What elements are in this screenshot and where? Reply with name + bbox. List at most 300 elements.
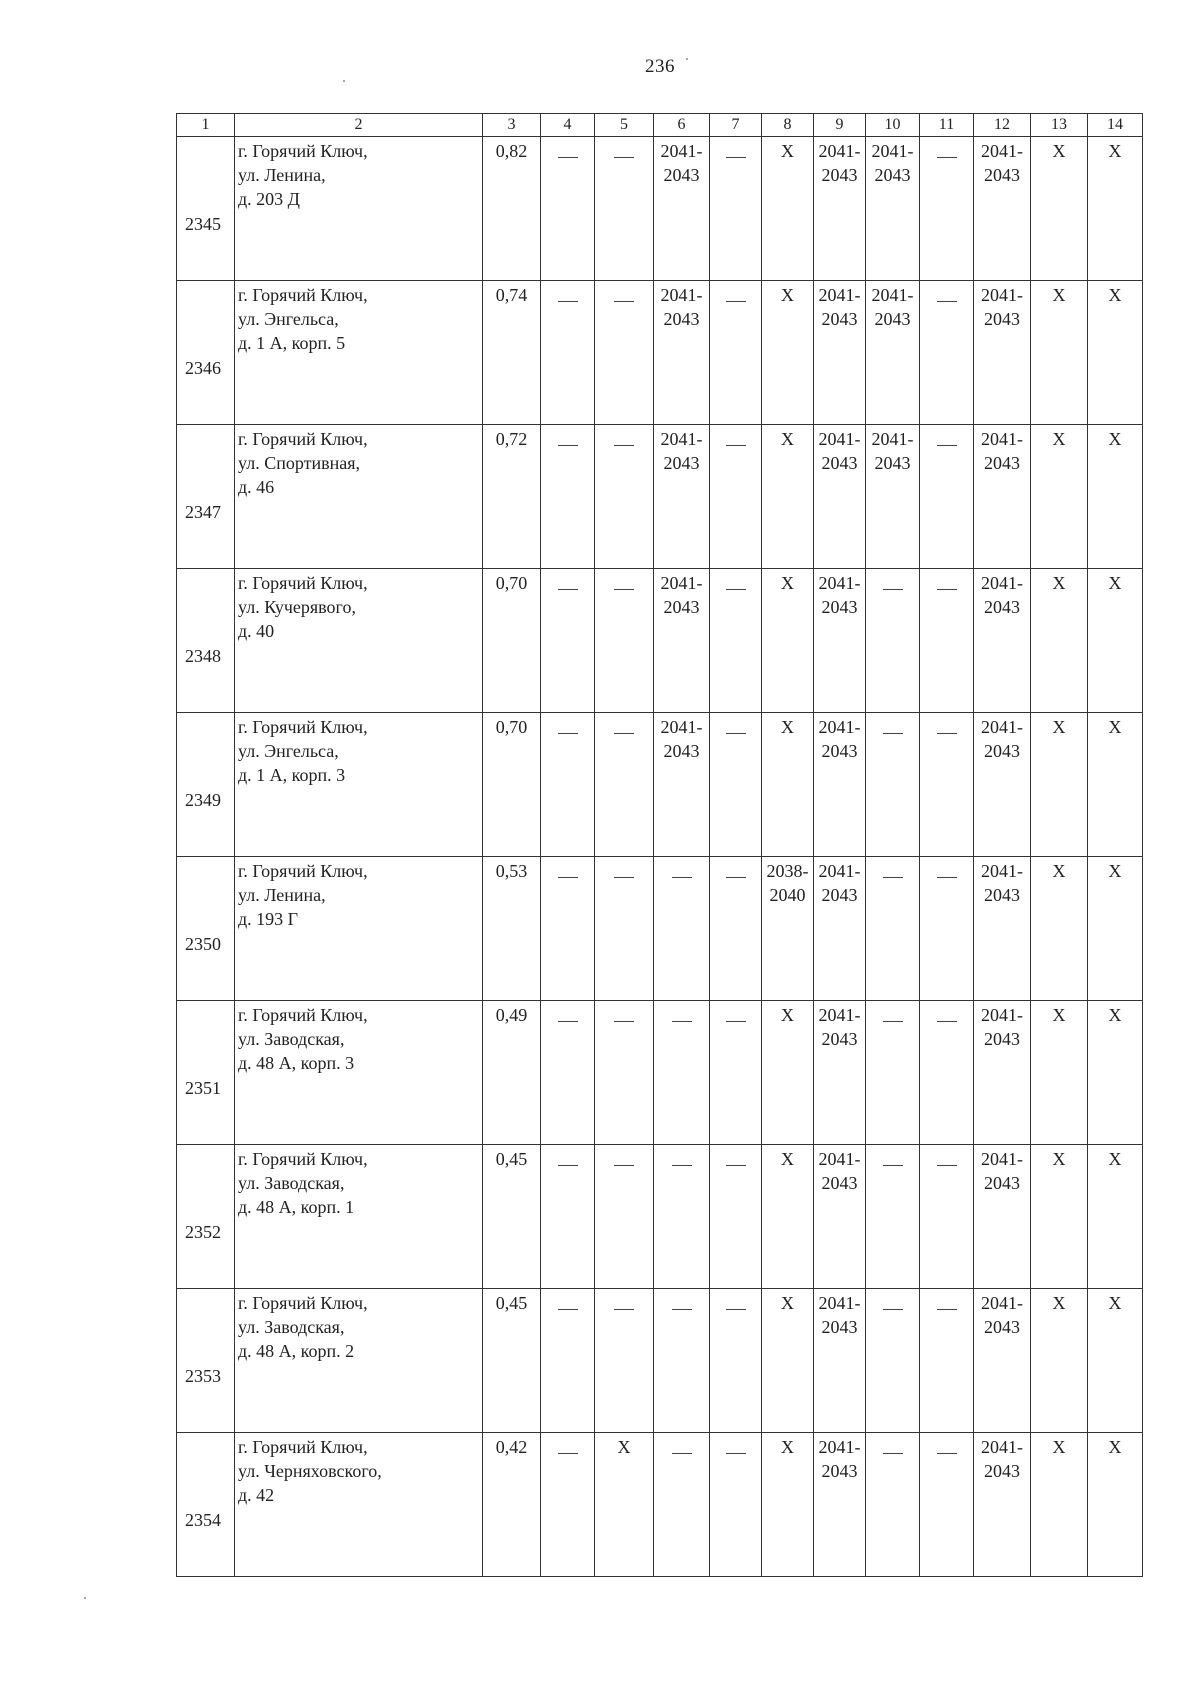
column-header-13: 13 <box>1031 114 1088 137</box>
x-mark-cell <box>1088 425 1143 569</box>
period-start: 2041- <box>871 429 914 449</box>
dash-mark <box>937 1021 957 1022</box>
x-mark-cell <box>762 1289 814 1433</box>
dash-cell <box>654 1145 710 1289</box>
x-mark-cell <box>1031 1433 1088 1577</box>
period-end: 2043 <box>821 741 858 761</box>
area-value: 0,45 <box>483 1289 541 1433</box>
dash-mark <box>726 301 746 302</box>
scan-speck <box>343 80 345 82</box>
dash-cell <box>710 1289 762 1433</box>
dash-cell <box>595 425 654 569</box>
dash-mark <box>883 589 903 590</box>
address-line: ул. Черняховского, <box>238 1461 382 1481</box>
address-line: д. 48 А, корп. 3 <box>238 1053 355 1073</box>
x-mark: X <box>781 717 794 737</box>
period-start: 2041- <box>818 1437 861 1457</box>
x-mark: X <box>1052 285 1066 305</box>
period-end: 2043 <box>984 453 1020 473</box>
row-number: 2347 <box>177 425 235 569</box>
address-line: г. Горячий Ключ, <box>238 573 368 593</box>
x-mark: X <box>781 429 794 449</box>
address-cell <box>235 713 483 857</box>
address-line: ул. Заводская, <box>238 1317 345 1337</box>
dash-mark <box>614 1021 634 1022</box>
address-line: г. Горячий Ключ, <box>238 141 368 161</box>
column-header-5: 5 <box>595 114 654 137</box>
dash-cell <box>710 1433 762 1577</box>
dash-cell <box>541 1145 595 1289</box>
period-start: 2041- <box>660 141 703 161</box>
address-line: г. Горячий Ключ, <box>238 1149 368 1169</box>
address-line: г. Горячий Ключ, <box>238 1437 368 1457</box>
period-cell <box>654 713 710 857</box>
dash-cell <box>866 857 920 1001</box>
period-end: 2043 <box>984 1461 1020 1481</box>
period-cell <box>974 425 1031 569</box>
dash-cell <box>654 1289 710 1433</box>
period-start: 2041- <box>818 717 861 737</box>
x-mark: X <box>1108 1293 1122 1313</box>
dash-cell <box>595 857 654 1001</box>
x-mark: X <box>1108 861 1122 881</box>
dash-mark <box>726 877 746 878</box>
x-mark: X <box>1108 1437 1122 1457</box>
period-cell <box>866 425 920 569</box>
table-row <box>177 857 1143 1001</box>
period-end: 2043 <box>984 1173 1020 1193</box>
x-mark-cell <box>1088 1145 1143 1289</box>
address-cell <box>235 1145 483 1289</box>
x-mark-cell <box>762 569 814 713</box>
dash-cell <box>866 1289 920 1433</box>
address-line: ул. Заводская, <box>238 1029 345 1049</box>
table-header <box>177 114 1143 137</box>
dash-cell <box>541 281 595 425</box>
dash-cell <box>866 1145 920 1289</box>
period-cell <box>974 1145 1031 1289</box>
address-line: ул. Кучерявого, <box>238 597 356 617</box>
x-mark-cell <box>762 1433 814 1577</box>
period-cell <box>814 281 866 425</box>
period-start: 2041- <box>981 285 1023 305</box>
dash-mark <box>726 1309 746 1310</box>
period-end: 2043 <box>821 1461 858 1481</box>
period-end: 2043 <box>821 597 858 617</box>
table-row <box>177 1001 1143 1145</box>
x-mark: X <box>1108 285 1122 305</box>
x-mark-cell <box>1031 281 1088 425</box>
address-line: д. 48 А, корп. 2 <box>238 1341 355 1361</box>
dash-mark <box>558 1165 578 1166</box>
period-cell <box>814 425 866 569</box>
period-end: 2043 <box>821 1317 858 1337</box>
register-table <box>176 113 1143 1577</box>
period-end: 2043 <box>984 741 1020 761</box>
dash-mark <box>937 1165 957 1166</box>
column-header-6: 6 <box>654 114 710 137</box>
x-mark-cell <box>1031 569 1088 713</box>
table-body <box>177 137 1143 1577</box>
dash-mark <box>614 1309 634 1310</box>
period-end: 2043 <box>821 309 858 329</box>
address-line: д. 193 Г <box>238 909 299 929</box>
address-cell <box>235 1001 483 1145</box>
dash-cell <box>710 281 762 425</box>
dash-mark <box>937 157 957 158</box>
dash-mark <box>726 445 746 446</box>
dash-cell <box>920 137 974 281</box>
dash-mark <box>558 445 578 446</box>
x-mark-cell <box>762 137 814 281</box>
address-line: г. Горячий Ключ, <box>238 1293 368 1313</box>
dash-mark <box>614 1165 634 1166</box>
row-number: 2351 <box>177 1001 235 1145</box>
dash-cell <box>595 569 654 713</box>
dash-mark <box>558 157 578 158</box>
dash-mark <box>614 589 634 590</box>
dash-mark <box>614 157 634 158</box>
period-end: 2043 <box>874 309 911 329</box>
x-mark: X <box>1108 1005 1122 1025</box>
period-cell <box>814 1289 866 1433</box>
address-line: д. 1 А, корп. 5 <box>238 333 346 353</box>
column-header-3: 3 <box>483 114 541 137</box>
period-end: 2043 <box>821 165 858 185</box>
period-end: 2043 <box>874 165 911 185</box>
dash-mark <box>558 301 578 302</box>
row-number: 2345 <box>177 137 235 281</box>
dash-mark <box>937 1453 957 1454</box>
dash-cell <box>541 1001 595 1145</box>
address-cell <box>235 1433 483 1577</box>
dash-cell <box>866 713 920 857</box>
x-mark: X <box>1052 1293 1066 1313</box>
address-cell <box>235 137 483 281</box>
x-mark: X <box>1108 717 1122 737</box>
dash-mark <box>672 877 692 878</box>
period-start: 2041- <box>981 1437 1023 1457</box>
x-mark-cell <box>1088 281 1143 425</box>
period-start: 2038- <box>766 861 809 881</box>
area-value: 0,74 <box>483 281 541 425</box>
period-cell <box>974 713 1031 857</box>
x-mark-cell <box>1088 137 1143 281</box>
dash-mark <box>883 1453 903 1454</box>
period-start: 2041- <box>818 573 861 593</box>
dash-mark <box>937 877 957 878</box>
area-value: 0,82 <box>483 137 541 281</box>
period-start: 2041- <box>818 1149 861 1169</box>
table-row <box>177 137 1143 281</box>
period-cell <box>974 857 1031 1001</box>
period-start: 2041- <box>981 141 1023 161</box>
period-start: 2041- <box>981 1005 1023 1025</box>
scan-speck <box>686 58 688 60</box>
period-end: 2043 <box>984 1029 1020 1049</box>
x-mark-cell <box>1088 713 1143 857</box>
dash-mark <box>614 877 634 878</box>
row-number: 2346 <box>177 281 235 425</box>
page-number: 236 <box>645 56 675 77</box>
period-end: 2043 <box>821 1029 858 1049</box>
x-mark-cell <box>1031 1001 1088 1145</box>
period-end: 2043 <box>984 309 1020 329</box>
period-cell <box>654 425 710 569</box>
column-header-11: 11 <box>920 114 974 137</box>
dash-mark <box>672 1309 692 1310</box>
dash-cell <box>541 857 595 1001</box>
address-line: д. 1 А, корп. 3 <box>238 765 346 785</box>
period-end: 2043 <box>663 597 700 617</box>
x-mark-cell <box>762 425 814 569</box>
dash-cell <box>595 281 654 425</box>
period-start: 2041- <box>660 285 703 305</box>
dash-mark <box>937 445 957 446</box>
address-line: г. Горячий Ключ, <box>238 717 368 737</box>
x-mark-cell <box>1031 857 1088 1001</box>
x-mark-cell <box>1031 137 1088 281</box>
address-cell <box>235 425 483 569</box>
dash-mark <box>883 1021 903 1022</box>
address-line: ул. Спортивная, <box>238 453 360 473</box>
address-cell <box>235 1289 483 1433</box>
dash-cell <box>710 137 762 281</box>
x-mark: X <box>781 1437 794 1457</box>
x-mark: X <box>1052 429 1066 449</box>
dash-mark <box>726 157 746 158</box>
period-start: 2041- <box>660 717 703 737</box>
dash-cell <box>866 569 920 713</box>
period-start: 2041- <box>660 429 703 449</box>
dash-mark <box>937 301 957 302</box>
column-header-12: 12 <box>974 114 1031 137</box>
dash-mark <box>672 1165 692 1166</box>
x-mark: X <box>1108 573 1122 593</box>
x-mark: X <box>1108 141 1122 161</box>
dash-mark <box>937 589 957 590</box>
period-end: 2043 <box>821 453 858 473</box>
address-line: ул. Ленина, <box>238 165 326 185</box>
period-cell <box>654 281 710 425</box>
dash-cell <box>920 857 974 1001</box>
dash-mark <box>672 1021 692 1022</box>
dash-cell <box>654 1433 710 1577</box>
period-start: 2041- <box>981 573 1023 593</box>
x-mark-cell <box>1031 1289 1088 1433</box>
period-end: 2043 <box>663 165 700 185</box>
dash-mark <box>937 733 957 734</box>
dash-cell <box>920 569 974 713</box>
period-end: 2043 <box>984 165 1020 185</box>
dash-cell <box>710 713 762 857</box>
row-number: 2353 <box>177 1289 235 1433</box>
dash-mark <box>883 733 903 734</box>
x-mark: X <box>617 1437 631 1457</box>
period-end: 2043 <box>821 885 858 905</box>
x-mark: X <box>1052 717 1066 737</box>
dash-cell <box>595 1001 654 1145</box>
area-value: 0,49 <box>483 1001 541 1145</box>
x-mark: X <box>1052 573 1066 593</box>
dash-mark <box>726 1021 746 1022</box>
period-cell <box>974 1001 1031 1145</box>
period-start: 2041- <box>818 429 861 449</box>
x-mark-cell <box>1031 1145 1088 1289</box>
table-row <box>177 281 1143 425</box>
x-mark: X <box>781 1149 794 1169</box>
dash-cell <box>866 1433 920 1577</box>
period-start: 2041- <box>981 429 1023 449</box>
period-cell <box>974 1433 1031 1577</box>
dash-mark <box>883 1309 903 1310</box>
dash-cell <box>710 1145 762 1289</box>
x-mark: X <box>1108 1149 1122 1169</box>
period-end: 2043 <box>821 1173 858 1193</box>
table-row <box>177 1145 1143 1289</box>
dash-cell <box>710 1001 762 1145</box>
period-cell <box>814 713 866 857</box>
period-start: 2041- <box>871 285 914 305</box>
period-start: 2041- <box>818 861 861 881</box>
x-mark: X <box>781 573 794 593</box>
period-end: 2040 <box>769 885 806 905</box>
period-cell <box>814 1433 866 1577</box>
column-header-1: 1 <box>177 114 235 137</box>
row-number: 2349 <box>177 713 235 857</box>
period-end: 2043 <box>984 885 1020 905</box>
dash-cell <box>541 425 595 569</box>
period-cell <box>974 137 1031 281</box>
row-number: 2348 <box>177 569 235 713</box>
scan-speck <box>84 1597 86 1599</box>
dash-mark <box>558 1309 578 1310</box>
period-end: 2043 <box>984 597 1020 617</box>
x-mark: X <box>781 141 794 161</box>
column-header-7: 7 <box>710 114 762 137</box>
x-mark-cell <box>762 1001 814 1145</box>
address-line: ул. Заводская, <box>238 1173 345 1193</box>
column-header-4: 4 <box>541 114 595 137</box>
x-mark: X <box>1108 429 1122 449</box>
period-cell <box>974 1289 1031 1433</box>
period-end: 2043 <box>663 741 700 761</box>
x-mark-cell <box>1088 569 1143 713</box>
area-value: 0,45 <box>483 1145 541 1289</box>
dash-cell <box>541 569 595 713</box>
dash-mark <box>558 589 578 590</box>
row-number: 2350 <box>177 857 235 1001</box>
table-row <box>177 1433 1143 1577</box>
column-header-9: 9 <box>814 114 866 137</box>
period-cell <box>814 569 866 713</box>
address-cell <box>235 281 483 425</box>
address-line: г. Горячий Ключ, <box>238 429 368 449</box>
period-cell <box>866 281 920 425</box>
x-mark: X <box>781 1293 794 1313</box>
dash-mark <box>726 1165 746 1166</box>
x-mark: X <box>1052 1005 1066 1025</box>
address-line: д. 203 Д <box>238 189 300 209</box>
period-start: 2041- <box>871 141 914 161</box>
area-value: 0,70 <box>483 569 541 713</box>
table-row <box>177 569 1143 713</box>
area-value: 0,42 <box>483 1433 541 1577</box>
period-cell <box>762 857 814 1001</box>
period-cell <box>866 137 920 281</box>
address-line: ул. Энгельса, <box>238 309 339 329</box>
dash-mark <box>558 1021 578 1022</box>
dash-mark <box>883 1165 903 1166</box>
dash-cell <box>541 713 595 857</box>
x-mark: X <box>1052 141 1066 161</box>
dash-cell <box>710 569 762 713</box>
table-row <box>177 425 1143 569</box>
dash-cell <box>654 1001 710 1145</box>
dash-cell <box>920 425 974 569</box>
dash-mark <box>883 877 903 878</box>
address-line: ул. Энгельса, <box>238 741 339 761</box>
header-row <box>177 114 1143 137</box>
dash-mark <box>672 1453 692 1454</box>
period-cell <box>974 281 1031 425</box>
address-line: д. 48 А, корп. 1 <box>238 1197 355 1217</box>
dash-cell <box>710 857 762 1001</box>
x-mark-cell <box>762 713 814 857</box>
dash-cell <box>595 137 654 281</box>
period-start: 2041- <box>818 285 861 305</box>
area-value: 0,53 <box>483 857 541 1001</box>
x-mark: X <box>781 1005 794 1025</box>
dash-mark <box>937 1309 957 1310</box>
dash-cell <box>920 1433 974 1577</box>
period-end: 2043 <box>874 453 911 473</box>
dash-mark <box>558 733 578 734</box>
address-cell <box>235 569 483 713</box>
address-line: д. 46 <box>238 477 275 497</box>
dash-cell <box>920 1001 974 1145</box>
period-cell <box>814 857 866 1001</box>
dash-cell <box>710 425 762 569</box>
column-header-8: 8 <box>762 114 814 137</box>
column-header-10: 10 <box>866 114 920 137</box>
x-mark-cell <box>595 1433 654 1577</box>
dash-cell <box>595 1145 654 1289</box>
dash-mark <box>614 445 634 446</box>
x-mark-cell <box>1088 857 1143 1001</box>
x-mark-cell <box>762 281 814 425</box>
period-end: 2043 <box>663 453 700 473</box>
period-start: 2041- <box>981 861 1023 881</box>
dash-cell <box>920 1289 974 1433</box>
dash-mark <box>558 1453 578 1454</box>
dash-mark <box>726 589 746 590</box>
period-cell <box>974 569 1031 713</box>
x-mark-cell <box>1031 713 1088 857</box>
address-line: г. Горячий Ключ, <box>238 1005 368 1025</box>
area-value: 0,72 <box>483 425 541 569</box>
dash-cell <box>920 713 974 857</box>
period-start: 2041- <box>660 573 703 593</box>
row-number: 2352 <box>177 1145 235 1289</box>
column-header-2: 2 <box>235 114 483 137</box>
dash-cell <box>541 137 595 281</box>
x-mark-cell <box>1031 425 1088 569</box>
period-start: 2041- <box>981 1293 1023 1313</box>
x-mark: X <box>1052 861 1066 881</box>
period-cell <box>814 1001 866 1145</box>
dash-cell <box>654 857 710 1001</box>
